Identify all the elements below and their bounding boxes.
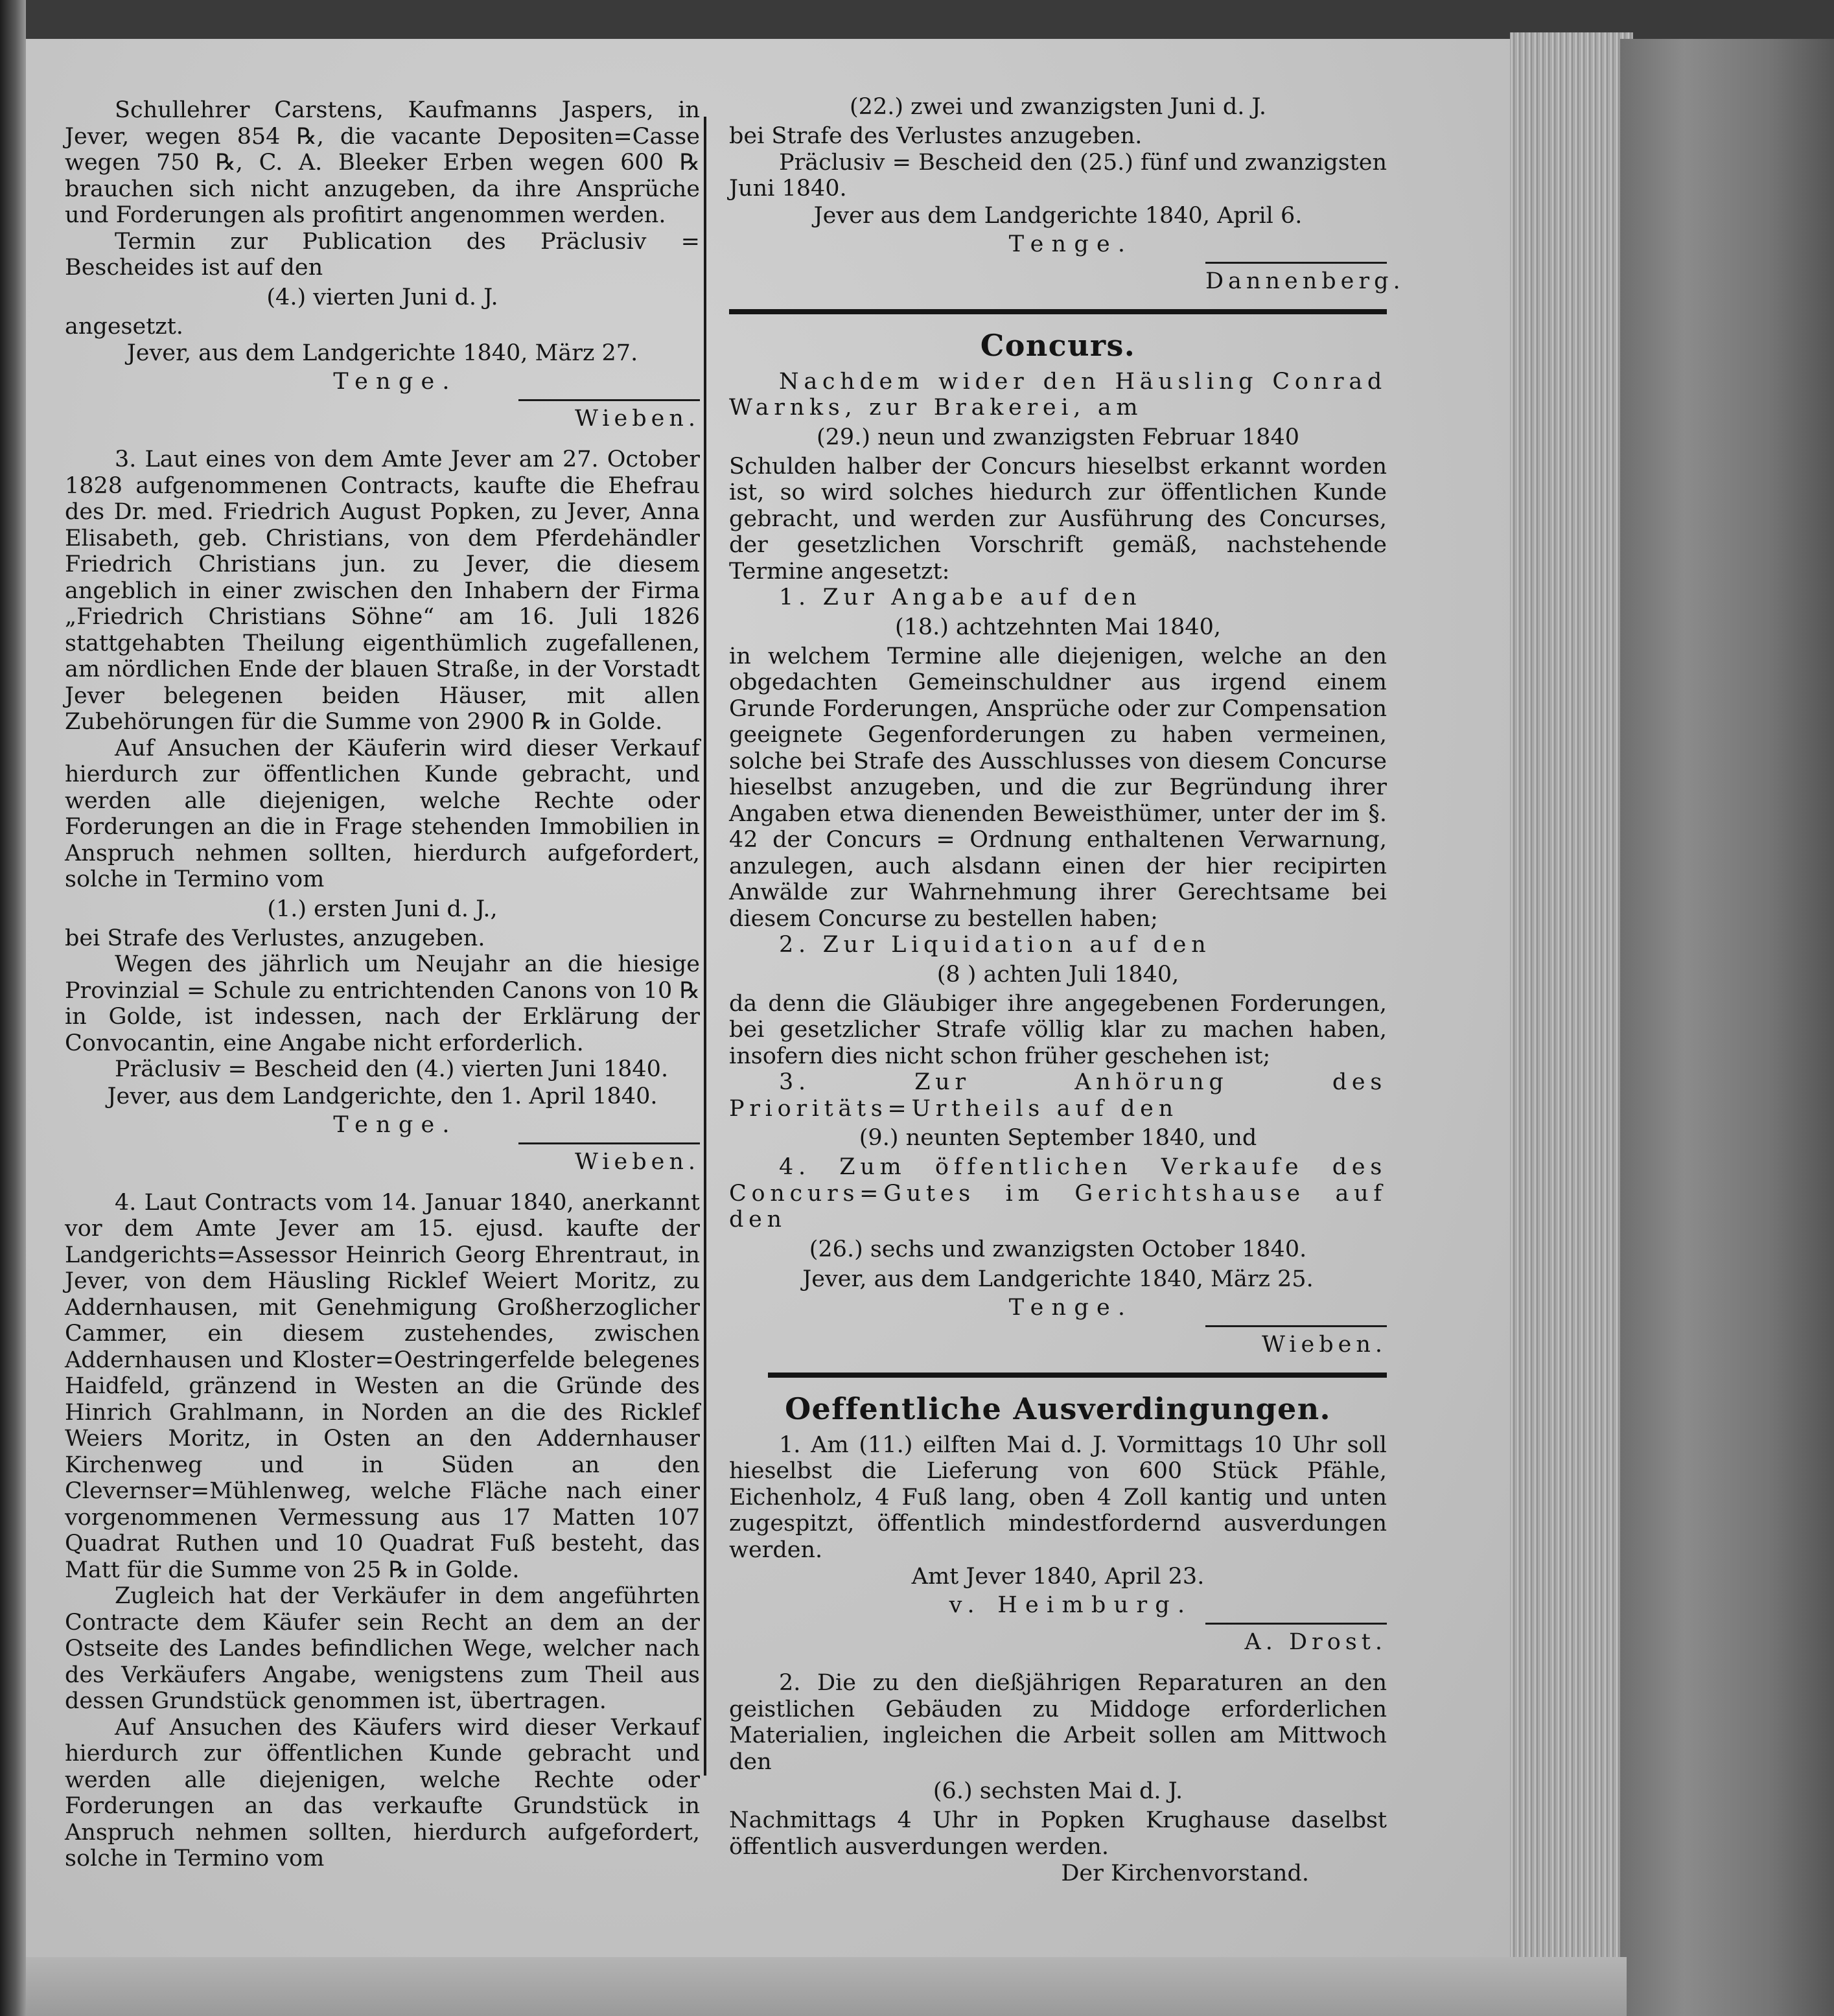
term-date: (1.) ersten Juni d. J.,	[267, 896, 498, 922]
court-signature: Tenge.	[1008, 231, 1133, 257]
court-signature: Tenge.	[333, 369, 458, 395]
place-date-line: Amt Jever 1840, April 23.	[911, 1564, 1205, 1590]
column-divider	[704, 117, 706, 1776]
court-signature: Tenge.	[1008, 1294, 1133, 1321]
term-date: (9.) neunten September 1840, und	[859, 1125, 1257, 1151]
term-date: (29.) neun und zwanzigsten Februar 1840	[817, 424, 1299, 450]
parish-signature: Der Kirchenvorstand.	[1061, 1860, 1309, 1886]
notice-paragraph: Termin zur Publication des Präclusiv = Bescheides ist auf den	[65, 228, 700, 281]
notice-paragraph: Zugleich hat der Verkäufer in dem angeführten Contracte dem Käufer sein Recht an dem an der Ostseite des Landes befindlichen Wege, welcher nach des Verkäufers Angabe, wenigstens zum Theil aus dessen Grundstück genommen ist, übertragen.	[65, 1583, 700, 1714]
page-edges	[1510, 32, 1633, 2016]
notice-paragraph: in welchem Termine alle diejenigen, welche an den obgedachten Gemeinschuldner aus irgend einem Grunde Forderungen, Ansprüche oder zur Compensation geeignete Gegenforderungen zu haben vermeinen, solche bei Strafe des Ausschlusses von diesem Concurse hieselbst anzugeben, und die zur Begründung ihrer Angaben etwa dienenden Beweisthümer, unter der im §. 42 der Concurs = Ordnung enthaltenen Verwarnung, anzulegen, auch alsdann einen der hier recipirten Anwälde zur Wahrnehmung ihrer Gerechtsame bei diesem Concurse zu bestellen haben;	[729, 643, 1387, 932]
notice-paragraph: Nachmittags 4 Uhr in Popken Krughause daselbst öffentlich ausverdungen werden.	[729, 1807, 1387, 1860]
notice-paragraph: Schulden halber der Concurs hieselbst erkannt worden ist, so wird solches hiedurch zur öffentlichen Kunde gebracht, und werden zur Ausführung des Concurses, der gesetzlichen Vorschrift gemäß, nachstehende Termine angesetzt:	[729, 453, 1387, 585]
notice-paragraph: Schullehrer Carstens, Kaufmanns Jaspers, in Jever, wegen 854 ℞, die vacante Depositen=Casse wegen 750 ℞, C. A. Bleeker Erben wegen 600 ℞ brauchen sich nicht anzugeben, da ihre Ansprüche und Forderungen als profitirt angenommen werden.	[65, 97, 700, 228]
notice-paragraph: Präclusiv = Bescheid den (4.) vierten Juni 1840.	[115, 1056, 669, 1082]
term-item: 2. Zur Liquidation auf den	[779, 932, 1211, 958]
notice-paragraph: 4. Laut Contracts vom 14. Januar 1840, anerkannt vor dem Amte Jever am 15. ejusd. kaufte der Landgerichts=Assessor Heinrich Georg Ehrentraut, in Jever, von dem Häusling Ricklef Weiert Moritz, zu Addernhausen, mit Genehmigung Großherzoglicher Cammer, ein diesem zustehendes, zwischen Addernhausen und Kloster=Oestringerfelde belegenes Haidfeld, gränzend in Westen an die Gründe des Hinrich Grahlmann, in Norden an die des Ricklef Weiers Moritz, in Osten an den Addernhauser Kirchenweg und in Süden an den Clevernser=Mühlenweg, welche Fläche nach einer vorgenommenen Vermessung aus 17 Matten 107 Quadrat Ruthen und 10 Quadrat Fuß besteht, das Matt für die Summe von 25 ℞ in Golde.	[65, 1189, 700, 1583]
notice-paragraph: 1. Am (11.) eilften Mai d. J. Vormittags 10 Uhr soll hieselbst die Lieferung von 600 Stück Pfähle, Eichenholz, 4 Fuß lang, oben 4 Zoll kantig und unten zugespitzt, öffentlich mindestfordernd ausverdungen werden.	[729, 1431, 1387, 1563]
notice-paragraph: 3. Laut eines von dem Amte Jever am 27. October 1828 aufgenommenen Contracts, kaufte die Ehefrau des Dr. med. Friedrich August Popken, zu Jever, Anna Elisabeth, geb. Christians, von dem Pferdehändler Friedrich Christians jun. zu Jever, die diesem angeblich in einer zwischen den Inhabern der Firma „Friedrich Christians Söhne“ am 16. Juli 1826 stattgehabten Theilung eigenthümlich zugefallenen, am nördlichen Ende der blauen Straße, in der Vorstadt Jever belegenen beiden Häuser, mit allen Zubehörungen für die Summe von 2900 ℞ in Golde.	[65, 446, 700, 735]
term-date: (4.) vierten Juni d. J.	[266, 284, 498, 310]
notice-paragraph: bei Strafe des Verlustes anzugeben.	[729, 123, 1143, 149]
page-bottom-shadow	[26, 1957, 1627, 2016]
clerk-signature: Dannenberg.	[1205, 262, 1387, 295]
term-date: (18.) achtzehnten Mai 1840,	[894, 614, 1222, 640]
book-cover-edge	[1620, 39, 1834, 2016]
book-gutter	[0, 0, 26, 2016]
term-date: (22.) zwei und zwanzigsten Juni d. J.	[850, 94, 1266, 120]
section-rule	[768, 1373, 1387, 1378]
term-date: (26.) sechs und zwanzigsten October 1840.	[809, 1236, 1307, 1262]
notice-paragraph: Wegen des jährlich um Neujahr an die hiesige Provinzial = Schule zu entrichtenden Canons von 10 ℞ in Golde, ist indessen, nach der Erklärung der Convocantin, eine Angabe nicht erforderlich.	[65, 951, 700, 1056]
notice-paragraph: Auf Ansuchen der Käuferin wird dieser Verkauf hierdurch zur öffentlichen Kunde gebracht, und werden alle diejenigen, welche Rechte oder Forderungen an die in Frage stehenden Immobilien in Anspruch nehmen sollten, hierdurch aufgefordert, solche in Termino vom	[65, 735, 700, 892]
clerk-signature: Wieben.	[518, 399, 700, 432]
term-item: 4. Zum öffentlichen Verkaufe des Concurs=Gutes im Gerichtshause auf den	[729, 1154, 1387, 1233]
notice-paragraph: Auf Ansuchen des Käufers wird dieser Verkauf hierdurch zur öffentlichen Kunde gebracht und werden alle diejenigen, welche Rechte oder Forderungen an das verkaufte Grundstück in Anspruch nehmen sollten, hierdurch aufgefordert, solche in Termino vom	[65, 1714, 700, 1871]
notice-paragraph: da denn die Gläubiger ihre angegebenen Forderungen, bei gesetzlicher Strafe völlig klar zu machen haben, insofern dies nicht schon früher geschehen ist;	[729, 990, 1387, 1069]
clerk-signature: Wieben.	[518, 1142, 700, 1176]
notice-paragraph: Nachdem wider den Häusling Conrad Warnks, zur Brakerei, am	[729, 368, 1387, 421]
official-signature: v. Heimburg.	[949, 1592, 1193, 1618]
right-column	[729, 91, 1405, 1887]
notice-paragraph: bei Strafe des Verlustes, anzugeben.	[65, 925, 485, 951]
section-rule	[729, 309, 1387, 314]
clerk-signature: Wieben.	[1205, 1325, 1387, 1358]
term-item: 3. Zur Anhörung des Prioritäts=Urtheils auf den	[729, 1069, 1387, 1122]
section-heading-ausverdingungen: Oeffentliche Ausverdingungen.	[785, 1391, 1331, 1426]
notice-paragraph: angesetzt.	[65, 313, 183, 340]
court-signature: Tenge.	[333, 1111, 458, 1138]
section-heading-concurs: Concurs.	[980, 327, 1136, 363]
place-date-line: Jever, aus dem Landgerichte, den 1. April 1840.	[107, 1083, 658, 1109]
term-date: (6.) sechsten Mai d. J.	[933, 1778, 1183, 1804]
notice-paragraph: Präclusiv = Bescheid den (25.) fünf und zwanzigsten Juni 1840.	[729, 149, 1387, 202]
term-date: (8 ) achten Juli 1840,	[936, 961, 1179, 988]
place-date-line: Jever, aus dem Landgerichte 1840, März 25.	[802, 1266, 1314, 1292]
term-item: 1. Zur Angabe auf den	[779, 585, 1142, 610]
notice-paragraph: 2. Die zu den dießjährigen Reparaturen an den geistlichen Gebäuden zu Middoge erforderlichen Materialien, ingleichen die Arbeit sollen am Mittwoch den	[729, 1670, 1387, 1775]
left-column	[65, 97, 700, 1872]
official-title: A. Drost.	[1205, 1623, 1387, 1656]
place-date-line: Jever aus dem Landgerichte 1840, April 6.	[813, 202, 1303, 229]
place-date-line: Jever, aus dem Landgerichte 1840, März 27.	[126, 340, 638, 366]
